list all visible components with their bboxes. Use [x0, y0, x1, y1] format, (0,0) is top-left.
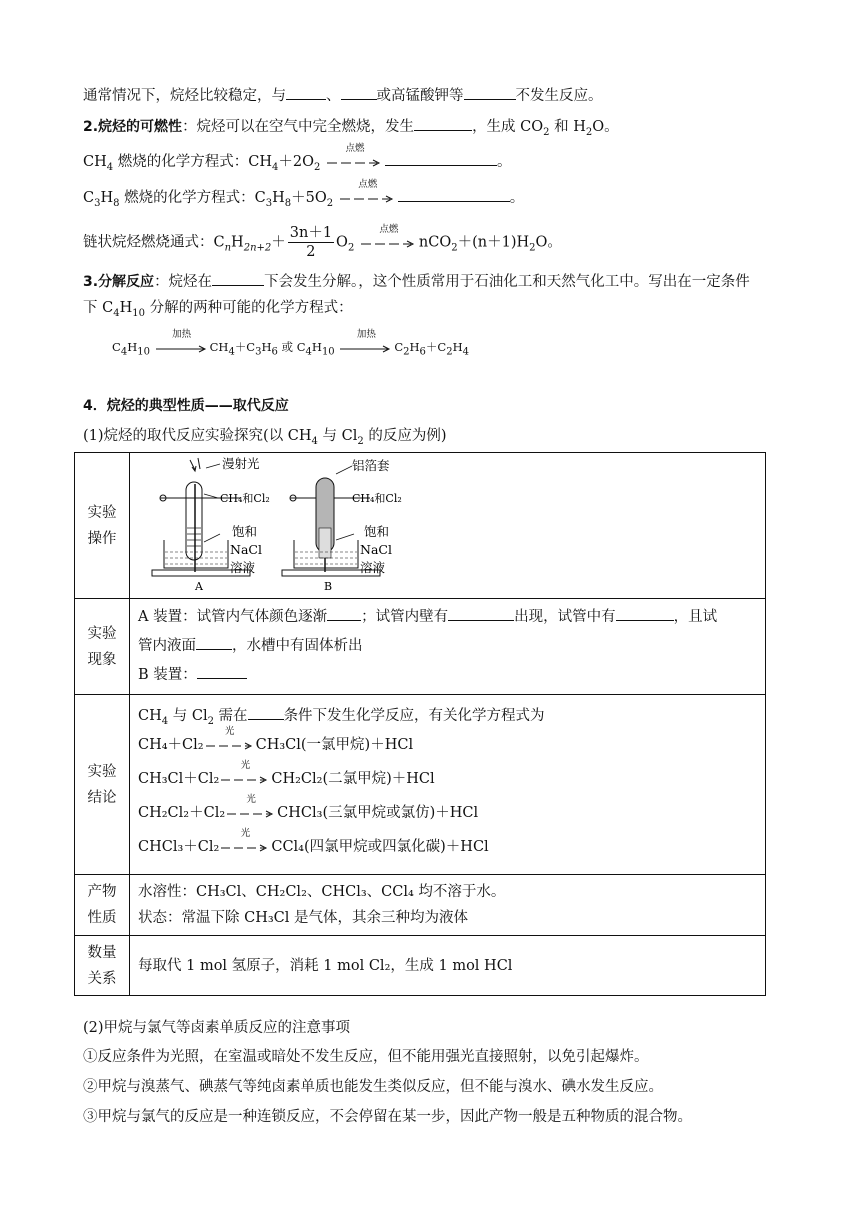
subscript: 2 — [543, 126, 550, 138]
figure-label-a: A — [195, 579, 203, 593]
text: ＋(n＋1)H — [457, 234, 530, 251]
table-row — [75, 936, 766, 996]
row-label — [75, 453, 130, 599]
text: 的反应为例) — [363, 428, 447, 444]
row-label-text: 实验 结论 — [87, 763, 117, 806]
text: A 装置：试管内气体颜色逐渐 — [138, 609, 328, 625]
text: CH₂Cl₂(二氯甲烷)＋HCl — [271, 770, 435, 787]
reaction-condition: 光 — [240, 827, 251, 839]
text: ＋C — [234, 340, 256, 354]
answer-blank[interactable] — [414, 115, 472, 131]
subscript: 4 — [120, 346, 128, 358]
subscript: 3 — [94, 197, 101, 209]
subscript: 4 — [161, 715, 169, 727]
text: CH — [138, 707, 162, 724]
subscript: 4 — [106, 161, 114, 173]
reaction-arrow — [340, 329, 392, 358]
answer-blank[interactable] — [385, 150, 497, 166]
reaction-condition: 点燃 — [345, 143, 365, 154]
apparatus-figure — [140, 454, 440, 598]
answer-blank[interactable] — [327, 605, 361, 621]
subscript: 2 — [446, 346, 453, 358]
subscript: 6 — [419, 346, 426, 358]
apparatus-a — [152, 456, 270, 593]
text: 。 — [496, 154, 512, 170]
subscript: 2 — [207, 715, 214, 727]
text: CHCl₃(三氯甲烷或氯仿)＋HCl — [277, 804, 479, 821]
subscript: 4 — [462, 346, 470, 358]
subscript: n — [224, 242, 232, 254]
reaction-arrow — [221, 759, 269, 789]
text: 燃烧的化学方程式：CH — [113, 154, 272, 170]
notes-title: (2)甲烷与氯气等卤素单质反应的注意事项 — [83, 1020, 351, 1036]
subscript: 2 — [529, 242, 536, 254]
section-heading: 2.烷烃的可燃性 — [83, 119, 183, 135]
text: ：烷烃可以在空气中完全燃烧，发生 — [182, 119, 415, 135]
row-label-text: 数量 关系 — [87, 944, 117, 987]
text: C — [112, 340, 121, 354]
experiment-table — [74, 452, 766, 996]
text: 需在 — [213, 707, 248, 724]
subscript: 4 — [311, 435, 318, 447]
text: 不发生反应。 — [515, 88, 603, 104]
label-diffuse-light: 漫射光 — [222, 455, 260, 471]
subscript: 2 — [313, 161, 321, 173]
subscript: 2 — [326, 197, 334, 209]
conclusion-cell — [130, 695, 766, 875]
text: ＋2O — [278, 154, 314, 170]
text: B 装置： — [138, 667, 197, 683]
text: 管内液面 — [138, 638, 196, 654]
text: 或高锰酸钾等 — [376, 88, 464, 104]
row-label-text: 实验 现象 — [87, 625, 117, 668]
text: ，水槽中有固体析出 — [232, 638, 363, 654]
text: H — [261, 340, 272, 354]
row-label-text: 产物 性质 — [87, 884, 117, 926]
reaction-arrow — [221, 827, 269, 857]
reaction-condition: 光 — [240, 759, 251, 771]
text: 。 — [509, 190, 525, 206]
text: 与 Cl — [317, 428, 358, 444]
text: ＋5O — [291, 190, 327, 206]
text: CH₂Cl₂＋Cl₂ — [138, 804, 226, 821]
note-item: ②甲烷与溴蒸气、碘蒸气等纯卤素单质也能发生类似反应，但不能与溴水、碘水发生反应。 — [83, 1079, 663, 1095]
text: ＋C — [425, 340, 447, 354]
text: H — [127, 340, 138, 354]
label-foil-cover: 铝箔套 — [352, 457, 390, 473]
reaction-condition: 加热 — [172, 329, 192, 340]
text: O — [336, 234, 348, 251]
subscript: 10 — [132, 307, 145, 319]
reaction-arrow — [327, 143, 383, 172]
stability-paragraph — [83, 84, 603, 106]
reaction-condition: 光 — [246, 793, 256, 805]
label-solution-b: 饱和 — [364, 523, 390, 539]
figure-label-b: B — [324, 579, 333, 593]
label-solution-b: 溶液 — [360, 559, 386, 575]
reaction-arrow — [206, 725, 254, 755]
text: H — [311, 340, 322, 354]
answer-blank[interactable] — [248, 704, 284, 720]
text: O。 — [592, 119, 619, 135]
reaction-condition: 点燃 — [358, 179, 378, 190]
text: 燃烧的化学方程式：C — [119, 190, 266, 206]
subscript: 2n+2 — [243, 242, 272, 254]
text: 与 Cl — [168, 707, 208, 724]
fraction-numerator: 3n＋1 — [289, 225, 333, 241]
text: CCl₄(四氯甲烷或四氯化碳)＋HCl — [271, 838, 489, 855]
table-row — [75, 453, 766, 599]
subscript: 6 — [271, 346, 278, 358]
state-text: 状态：常温下除 CH₃Cl 是气体，其余三种均为液体 — [138, 910, 469, 926]
text: 分解的两种可能的化学方程式： — [144, 300, 353, 316]
apparatus-b — [282, 458, 402, 593]
phenomena-line — [138, 603, 757, 632]
substitution-equation — [138, 725, 757, 762]
text: H — [272, 190, 285, 206]
label-solution-b: NaCl — [360, 541, 392, 557]
text: H — [100, 190, 114, 206]
quantity-relation-cell — [130, 936, 766, 996]
text: 通常情况下，烷烃比较稳定，与 — [83, 88, 286, 104]
substitution-equation — [138, 827, 757, 864]
text: CH₄＋Cl₂ — [138, 736, 204, 753]
row-label — [75, 936, 130, 996]
section-heading: 3.分解反应 — [83, 274, 155, 290]
conclusion-intro — [138, 704, 757, 728]
subscript: 2 — [347, 242, 355, 254]
row-label — [75, 695, 130, 875]
c3h8-combustion-equation — [83, 179, 525, 209]
subscript: 10 — [137, 346, 150, 358]
answer-blank[interactable] — [616, 605, 674, 621]
subscript: 8 — [284, 197, 292, 209]
label-gas-b: CH₄和Cl₂ — [352, 491, 402, 505]
answer-blank[interactable] — [398, 186, 510, 202]
text: CH₃Cl(一氯甲烷)＋HCl — [255, 736, 414, 753]
answer-blank[interactable] — [448, 605, 514, 621]
label-solution-a: 溶液 — [230, 559, 256, 575]
text: O。 — [535, 234, 562, 251]
answer-blank[interactable] — [196, 634, 232, 650]
subscript: 4 — [305, 346, 312, 358]
reaction-arrow — [227, 793, 275, 823]
text: 、 — [326, 88, 341, 104]
text: C — [83, 190, 95, 206]
section-4-subtitle — [83, 426, 447, 446]
subscript: 8 — [113, 197, 120, 209]
text: CH — [83, 154, 107, 170]
label-gas-a: CH₄和Cl₂ — [220, 491, 270, 505]
text: H — [119, 300, 133, 316]
subscript: 3 — [265, 197, 273, 209]
phenomena-line — [138, 632, 757, 661]
quantity-relation-text: 每取代 1 mol 氢原子，消耗 1 mol Cl₂，生成 1 mol HCl — [138, 957, 513, 974]
text: 或 — [277, 340, 297, 354]
substitution-equation — [138, 759, 757, 796]
ch4-combustion-equation — [83, 143, 512, 173]
fraction-denominator: 2 — [306, 244, 316, 260]
combustibility-paragraph — [83, 115, 619, 137]
subscript: 2 — [451, 242, 458, 254]
table-row — [75, 695, 766, 875]
note-item: ③甲烷与氯气的反应是一种连锁反应，不会停留在某一步，因此产物一般是五种物质的混合物。 — [83, 1109, 692, 1125]
table-row — [75, 875, 766, 936]
subscript: 2 — [403, 346, 410, 358]
table-row — [75, 599, 766, 695]
subscript: 4 — [113, 307, 120, 319]
product-properties-cell — [130, 875, 766, 936]
decomposition-paragraph — [83, 270, 750, 292]
apparatus-figure-cell — [130, 453, 766, 599]
text: nCO — [418, 234, 452, 251]
answer-blank[interactable] — [286, 84, 326, 100]
text: 链状烷烃燃烧通式：C — [83, 234, 225, 251]
solubility-text: 水溶性：CH₃Cl、CH₂Cl₂、CHCl₃、CCl₄ 均不溶于水。 — [138, 884, 506, 900]
decomposition-paragraph-line2 — [83, 298, 353, 318]
subscript: 2 — [585, 126, 593, 138]
reaction-condition: 加热 — [356, 329, 376, 340]
text: (1)烷烃的取代反应实验探究(以 CH — [83, 428, 312, 444]
subscript: 3 — [255, 346, 262, 358]
fraction — [288, 224, 334, 261]
text: ＋ — [271, 234, 286, 251]
text: H — [409, 340, 420, 354]
substitution-equation — [138, 793, 757, 830]
answer-blank[interactable] — [197, 663, 247, 679]
phenomena-cell — [130, 599, 766, 695]
reaction-arrow — [340, 179, 396, 208]
subscript: 4 — [228, 346, 235, 358]
row-label — [75, 875, 130, 936]
reaction-arrow — [361, 223, 417, 253]
text: C — [394, 340, 404, 354]
note-item: ①反应条件为光照，在室温或暗处不发生反应，但不能用强光直接照射，以免引起爆炸。 — [83, 1049, 649, 1065]
text: ；试管内壁有 — [361, 609, 449, 625]
row-label-text: 实验 操作 — [87, 504, 117, 547]
reaction-condition: 光 — [224, 725, 235, 737]
answer-blank[interactable] — [212, 270, 264, 286]
subscript: 10 — [321, 346, 335, 358]
text: H — [231, 234, 244, 251]
text: 出现，试管中有 — [514, 609, 616, 625]
reaction-arrow — [156, 329, 208, 358]
label-solution-a: 饱和 — [232, 523, 258, 539]
general-combustion-equation — [83, 224, 562, 261]
text: 条件下发生化学反应，有关化学方程式为 — [283, 707, 545, 724]
section-4-title: 4．烷烃的典型性质——取代反应 — [83, 398, 289, 414]
text: 和 H — [549, 119, 586, 135]
text: ，且试 — [673, 609, 718, 625]
text: CH — [209, 340, 229, 354]
answer-blank[interactable] — [341, 84, 377, 100]
label-solution-a: NaCl — [230, 541, 262, 557]
text: 下 C — [83, 300, 114, 316]
decomposition-equations — [112, 329, 470, 358]
text: ，生成 CO — [472, 119, 544, 135]
text: CHCl₃＋Cl₂ — [138, 838, 220, 855]
text: 下会发生分解。，这个性质常用于石油化工和天然气化工中。写出在一定条件 — [264, 274, 750, 290]
phenomena-line — [138, 661, 757, 690]
row-label — [75, 599, 130, 695]
subscript: 2 — [357, 435, 364, 447]
text: CH₃Cl＋Cl₂ — [138, 770, 220, 787]
answer-blank[interactable] — [464, 84, 516, 100]
text: ：烷烃在 — [154, 274, 213, 290]
subscript: 4 — [271, 161, 279, 173]
text: C — [296, 340, 306, 354]
text: H — [452, 340, 463, 354]
reaction-condition: 点燃 — [379, 223, 399, 235]
